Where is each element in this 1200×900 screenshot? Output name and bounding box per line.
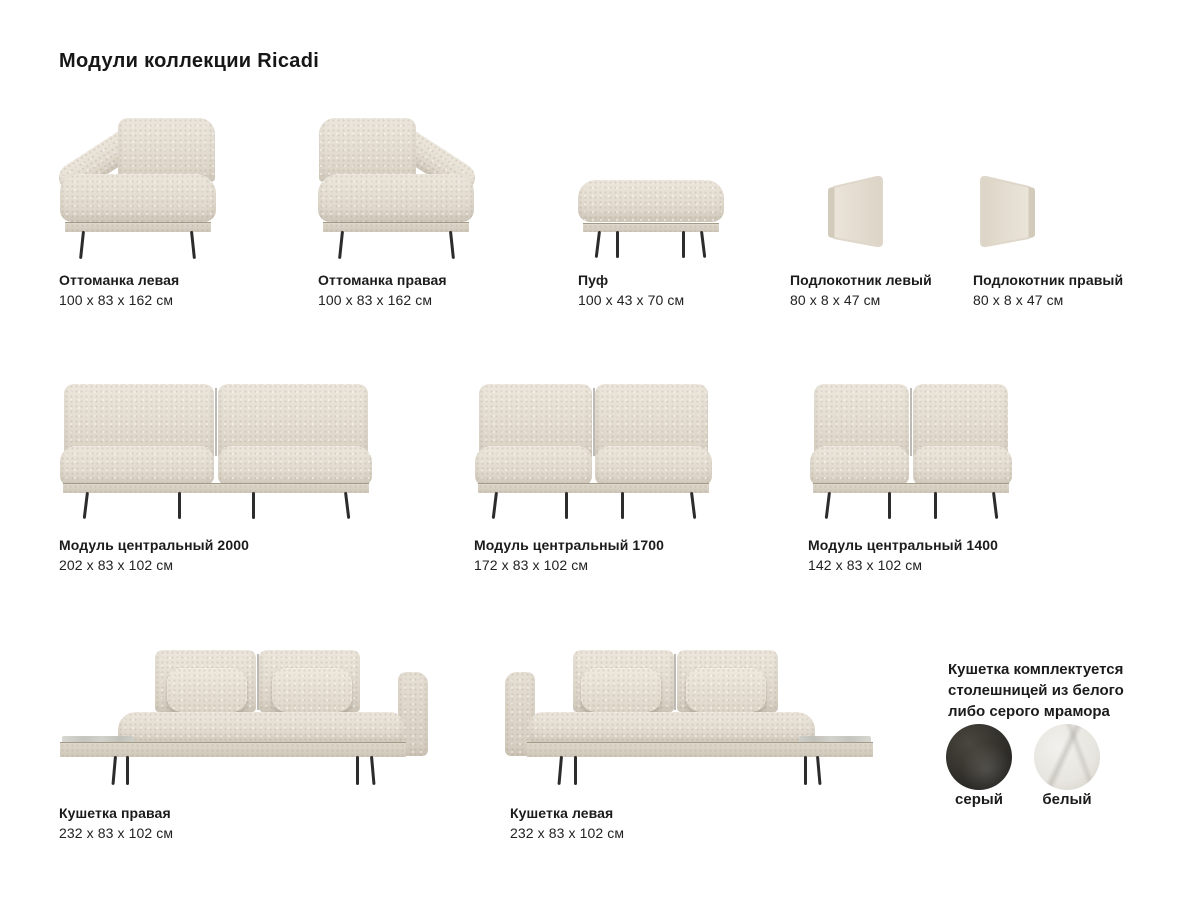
module-name: Оттоманка левая xyxy=(59,272,180,288)
marble-swatch-white-icon xyxy=(1034,724,1100,790)
module-name: Кушетка левая xyxy=(510,805,614,821)
pouf-image xyxy=(578,180,724,258)
couch-base xyxy=(60,742,406,757)
module-leg xyxy=(565,492,568,519)
pouf-seat-cushion xyxy=(578,180,724,222)
seat-cushion xyxy=(810,446,909,486)
module-name: Оттоманка правая xyxy=(318,272,447,288)
module-leg xyxy=(934,492,937,519)
cushion-gap xyxy=(257,654,259,710)
couch-leg xyxy=(574,756,577,785)
module-label xyxy=(59,804,173,842)
module-dimensions: 232 x 83 x 102 см xyxy=(59,825,174,841)
module-name: Подлокотник правый xyxy=(973,272,1124,288)
ottoman-back-cushion xyxy=(319,118,416,182)
ottoman-base xyxy=(323,222,469,232)
cushion-gap xyxy=(674,654,676,710)
module-label xyxy=(59,271,179,309)
module-label xyxy=(474,536,664,574)
module-base xyxy=(813,483,1009,493)
module-leg xyxy=(690,492,696,519)
swatch-label-white: белый xyxy=(1042,791,1092,808)
module-dimensions: 100 x 83 x 162 см xyxy=(318,292,433,308)
module-leg xyxy=(825,492,831,519)
pouf-leg xyxy=(682,231,685,258)
module-dimensions: 172 x 83 x 102 см xyxy=(474,557,589,573)
ottoman-seat-cushion xyxy=(60,174,216,222)
ottoman-left-image xyxy=(60,116,216,258)
module-1700-image xyxy=(475,384,712,512)
couch-leg xyxy=(557,756,563,785)
couch-left-mirror xyxy=(505,648,873,792)
couch-left-image xyxy=(505,648,873,792)
seat-cushion xyxy=(913,446,1012,486)
module-dimensions: 100 x 83 x 162 см xyxy=(59,292,174,308)
throw-pillow xyxy=(686,668,766,712)
couch-seat-cushion xyxy=(529,712,815,744)
module-name: Модуль центральный 1700 xyxy=(474,537,664,553)
module-base xyxy=(63,483,369,493)
module-2000-image xyxy=(60,384,372,512)
pouf-leg xyxy=(616,231,619,258)
module-label xyxy=(578,271,684,309)
module-leg xyxy=(252,492,255,519)
module-leg xyxy=(492,492,498,519)
module-label xyxy=(790,271,932,309)
module-label xyxy=(318,271,447,309)
seat-cushion xyxy=(60,446,214,486)
ottoman-leg xyxy=(449,231,455,259)
couch-leg xyxy=(126,756,129,785)
seat-cushion xyxy=(218,446,372,486)
module-leg xyxy=(888,492,891,519)
couch-leg xyxy=(356,756,359,785)
module-leg xyxy=(992,492,998,519)
module-dimensions: 80 x 8 x 47 см xyxy=(790,292,881,308)
marble-swatch-gray-icon xyxy=(946,724,1012,790)
module-dimensions: 202 x 83 x 102 см xyxy=(59,557,174,573)
page-title: Модули коллекции Ricadi xyxy=(59,50,320,72)
module-leg xyxy=(344,492,350,519)
ottoman-seat-cushion xyxy=(318,174,474,222)
couch-leg xyxy=(804,756,807,785)
ottoman-right-mirror xyxy=(318,116,474,258)
ottoman-leg xyxy=(190,231,196,259)
marble-note-line: столешницей из белого xyxy=(948,682,1124,699)
cushion-gap xyxy=(215,388,217,456)
module-dimensions: 80 x 8 x 47 см xyxy=(973,292,1064,308)
ottoman-leg xyxy=(79,231,85,259)
marble-note-line: либо серого мрамора xyxy=(948,703,1110,720)
ottoman-right-image xyxy=(318,116,474,258)
module-1400-image xyxy=(810,384,1012,512)
couch-base xyxy=(527,742,873,757)
swatch-label-gray: серый xyxy=(955,791,1003,808)
throw-pillow xyxy=(167,668,247,712)
cushion-gap xyxy=(910,388,912,456)
module-name: Подлокотник левый xyxy=(790,272,932,288)
module-label xyxy=(973,271,1123,309)
module-leg xyxy=(621,492,624,519)
ottoman-back-cushion xyxy=(118,118,215,182)
marble-note xyxy=(948,659,1148,722)
module-label xyxy=(59,536,249,574)
module-name: Пуф xyxy=(578,272,609,288)
module-label xyxy=(808,536,998,574)
marble-note-line: Кушетка комплектуется xyxy=(948,661,1124,678)
ottoman-leg xyxy=(338,231,344,259)
module-name: Модуль центральный 2000 xyxy=(59,537,249,553)
couch-leg xyxy=(370,756,376,785)
armrest-right-image xyxy=(975,172,1043,252)
couch-leg xyxy=(816,756,822,785)
ottoman-base xyxy=(65,222,211,232)
throw-pillow xyxy=(581,668,661,712)
module-base xyxy=(478,483,709,493)
couch-leg xyxy=(111,756,117,785)
module-dimensions: 100 x 43 x 70 см xyxy=(578,292,685,308)
couch-right-image xyxy=(60,648,428,792)
armrest-left-image xyxy=(820,172,888,252)
module-name: Кушетка правая xyxy=(59,805,171,821)
pouf-base xyxy=(583,223,719,232)
seat-cushion xyxy=(475,446,592,486)
module-dimensions: 232 x 83 x 102 см xyxy=(510,825,625,841)
pouf-leg xyxy=(700,231,706,258)
seat-cushion xyxy=(595,446,712,486)
module-leg xyxy=(83,492,89,519)
module-name: Модуль центральный 1400 xyxy=(808,537,998,553)
module-dimensions: 142 x 83 x 102 см xyxy=(808,557,923,573)
cushion-gap xyxy=(593,388,595,456)
module-leg xyxy=(178,492,181,519)
pouf-leg xyxy=(595,231,601,258)
module-label xyxy=(510,804,624,842)
throw-pillow xyxy=(272,668,352,712)
couch-seat-cushion xyxy=(118,712,404,744)
